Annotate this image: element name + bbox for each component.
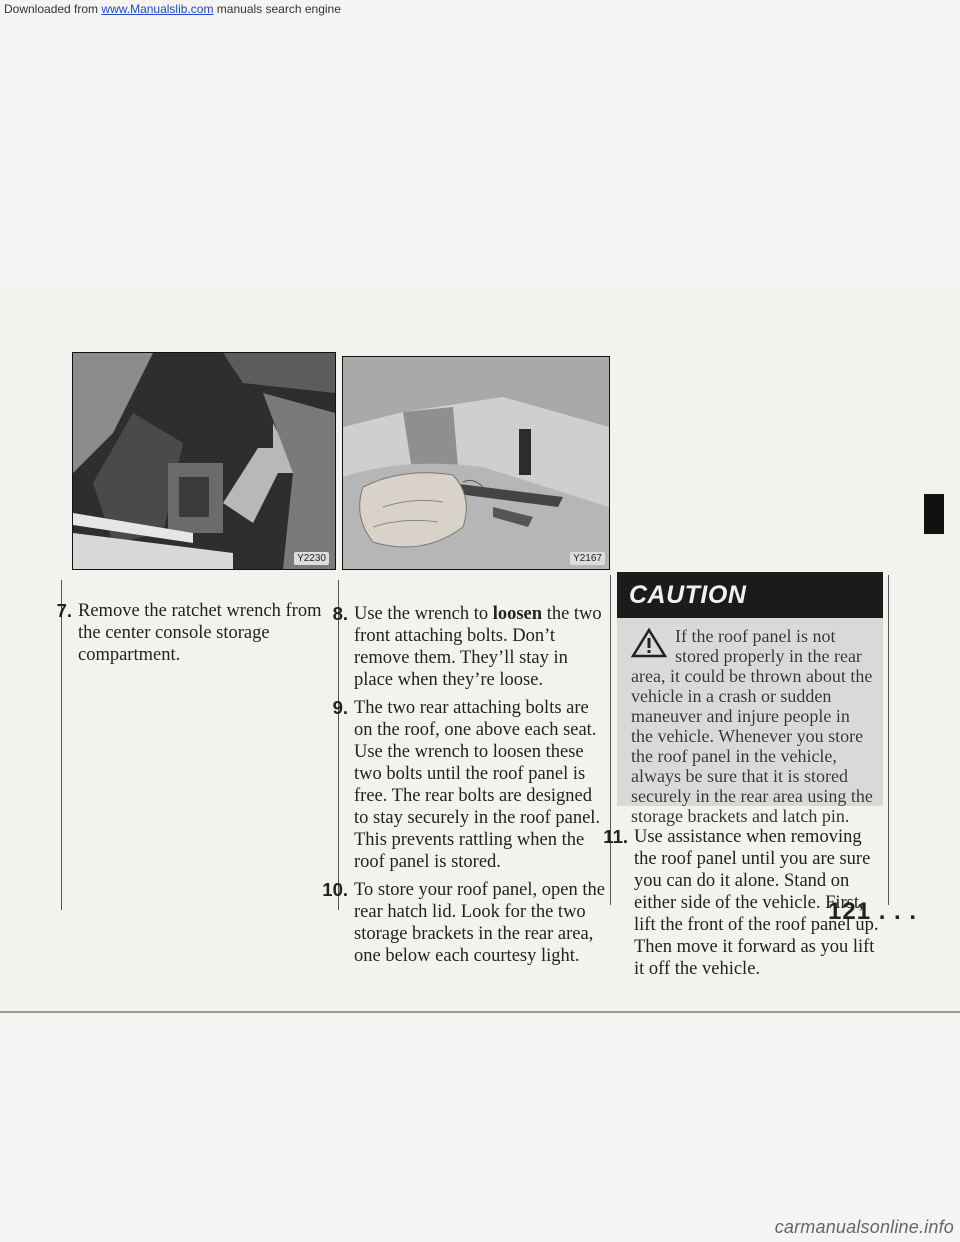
step-text: Remove the ratchet wrench from the center console storage compartment. xyxy=(78,601,322,665)
column-2 xyxy=(316,603,606,973)
caution-title: CAUTION xyxy=(617,572,883,618)
step-10 xyxy=(316,879,606,967)
download-note xyxy=(4,2,341,16)
footer-watermark: carmanualsonline.info xyxy=(774,1217,954,1237)
step-number: 11. xyxy=(603,826,628,847)
download-note-prefix: Downloaded from xyxy=(4,2,99,16)
step-number: 7. xyxy=(56,600,72,621)
warning-triangle-icon xyxy=(631,628,667,658)
download-note-suffix: manuals search engine xyxy=(216,2,341,16)
step-text: To store your roof panel, open the rear hatch lid. Look for the two storage brackets in the rear area, one below each courtesy light. xyxy=(354,880,605,966)
manualslib-link[interactable]: www.Manualslib.com xyxy=(101,2,214,16)
column-rule-far-right xyxy=(888,575,889,905)
caution-text: If the roof panel is not stored properly in the rear area, it could be thrown about the vehicle in a crash or sudden maneuver and injure people in the vehicle. Whenever you store the roof panel in the vehicle, always be sure that it is stored securely in the rear area using the storage brackets and latch pin. xyxy=(631,626,873,826)
step-text: Use assistance when removing the roof panel until you are sure you can do it alone. Stand on either side of the vehicle. First, lift the front of the roof panel up. Then move it forward as you lift it off the vehicle. xyxy=(634,827,879,979)
column-1 xyxy=(40,600,330,672)
caution-body xyxy=(617,618,883,826)
bolt-wrench-photo xyxy=(342,356,610,570)
step-number: 10. xyxy=(322,879,348,900)
caution-box xyxy=(617,572,883,826)
step-text: The two rear attaching bolts are on the roof, one above each seat. Use the wrench to loosen these two bolts until the roof panel is free. The rear bolts are designed to stay securely in the roof panel. This prevents rattling when the roof panel is stored. xyxy=(354,698,601,872)
step-text: Use the wrench to loosen the two front attaching bolts. Don’t remove them. They’ll stay in place when they’re loose. xyxy=(354,604,602,690)
figure-label-left: Y2230 xyxy=(294,552,329,565)
step-9 xyxy=(316,697,606,873)
page-bottom-edge xyxy=(0,1011,960,1013)
console-photo xyxy=(72,352,336,570)
step-8 xyxy=(316,603,606,691)
step-number: 9. xyxy=(332,697,348,718)
page-number: 121 . . . xyxy=(828,898,918,925)
emphasis-loosen: loosen xyxy=(492,604,543,624)
section-tab-marker xyxy=(924,494,944,534)
step-7 xyxy=(40,600,330,666)
figure-label-right: Y2167 xyxy=(570,552,605,565)
step-number: 8. xyxy=(332,603,348,624)
